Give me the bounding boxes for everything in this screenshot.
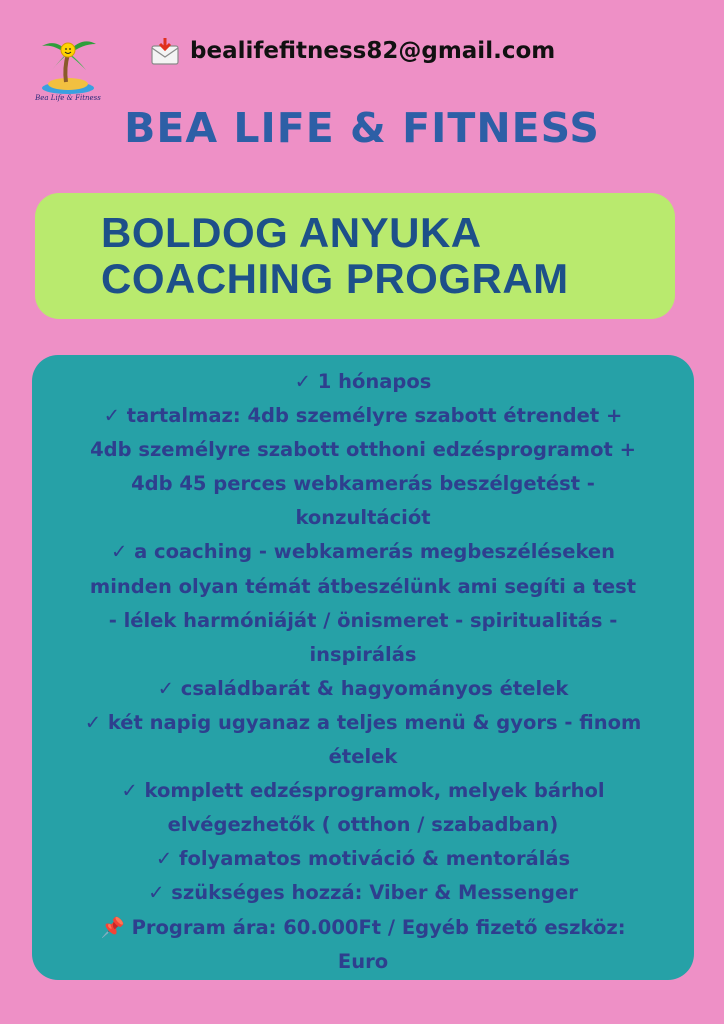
detail-line: ✓ tartalmaz: 4db személyre szabott étrendet + — [103, 404, 623, 428]
detail-line: ✓ komplett edzésprogramok, melyek bárhol — [121, 779, 605, 803]
price-line-continued: Euro — [337, 949, 389, 973]
program-details-box — [32, 355, 694, 980]
detail-line: konzultációt — [295, 506, 431, 530]
email-address[interactable]: bealifefitness82@gmail.com — [190, 38, 556, 64]
program-title-line-1: BOLDOG ANYUKA — [101, 209, 482, 256]
detail-line: ✓ szükséges hozzá: Viber & Messenger — [148, 881, 578, 905]
detail-line: ✓ családbarát & hagyományos ételek — [157, 676, 569, 700]
logo-caption: Bea Life & Fitness — [35, 94, 101, 102]
detail-line: ✓ folyamatos motiváció & mentorálás — [155, 847, 571, 871]
palm-island-icon — [30, 30, 106, 94]
incoming-envelope-icon — [150, 36, 180, 66]
brand-title: BEA LIFE & FITNESS — [124, 104, 600, 152]
detail-line: ✓ két napig ugyanaz a teljes menü & gyors - finom — [84, 710, 642, 734]
program-title-line-2: COACHING PROGRAM — [101, 255, 569, 302]
detail-line: - lélek harmóniáját / önismeret - spiritualitás - — [108, 608, 618, 632]
detail-line: ✓ a coaching - webkamerás megbeszéléseken — [110, 540, 616, 564]
detail-line: inspirálás — [309, 642, 417, 666]
detail-line: elvégezhetők ( otthon / szabadban) — [167, 813, 559, 837]
program-title-box — [35, 193, 675, 319]
price-line: 📌 Program ára: 60.000Ft / Egyéb fizető eszköz: — [100, 915, 626, 939]
brand-logo — [30, 30, 106, 108]
detail-line: 4db 45 perces webkamerás beszélgetést - — [131, 472, 595, 496]
detail-line: 4db személyre szabott otthoni edzésprogramot + — [90, 438, 636, 462]
detail-line: ✓ 1 hónapos — [294, 370, 432, 393]
detail-line: minden olyan témát átbeszélünk ami segíti a test — [89, 574, 637, 598]
contact-email[interactable] — [150, 34, 555, 68]
detail-line: ételek — [328, 745, 398, 769]
